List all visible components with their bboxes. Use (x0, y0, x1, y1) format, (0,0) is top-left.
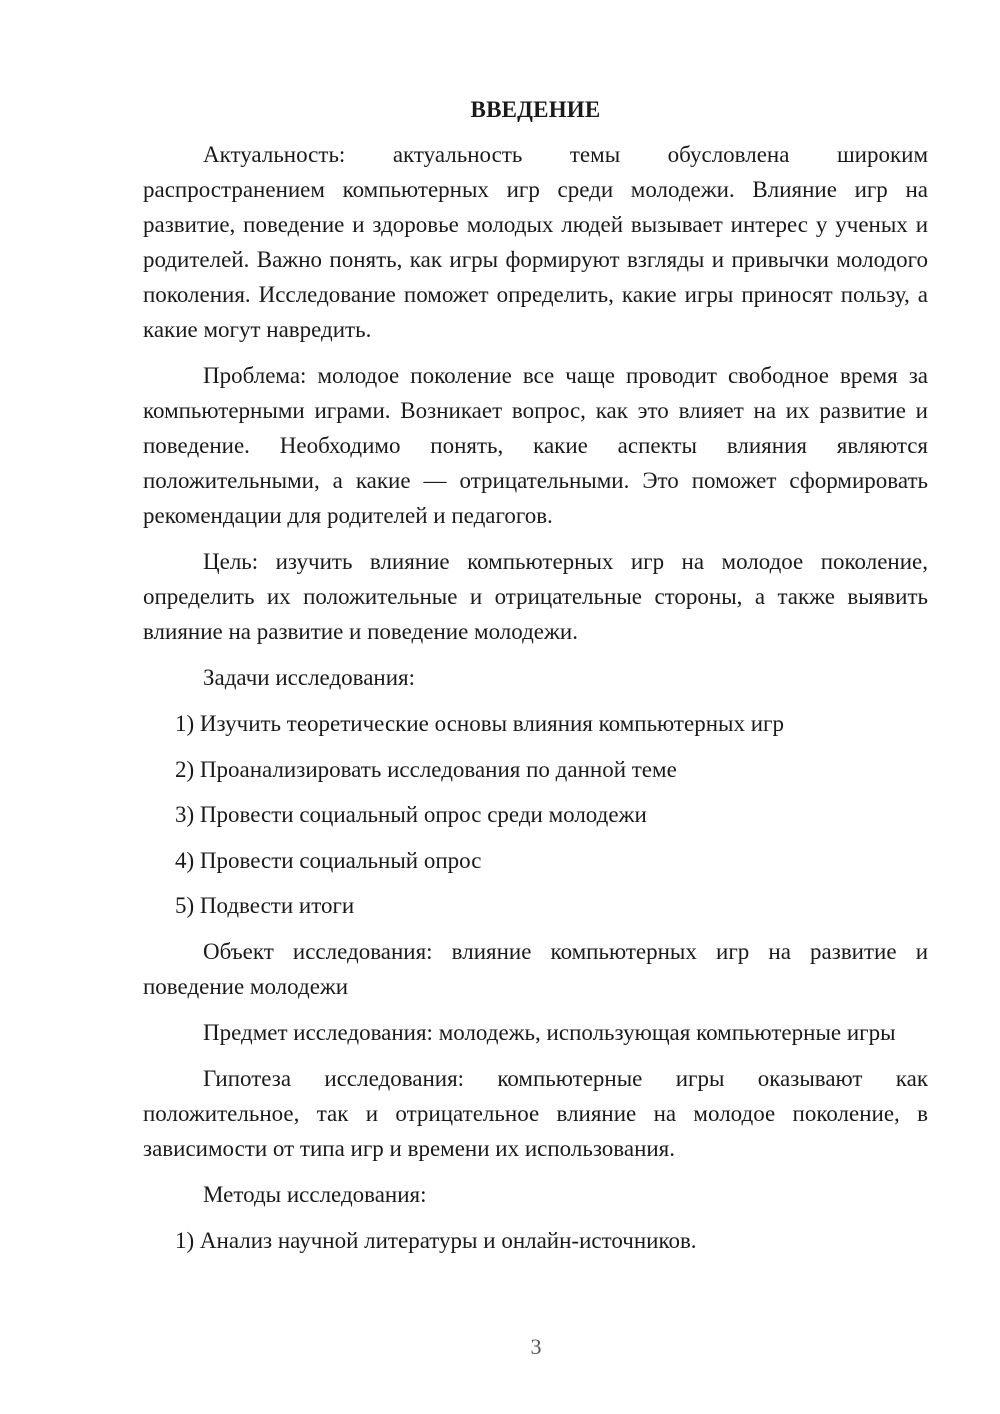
list-item: 3) Провести социальный опрос среди молодежи (175, 802, 647, 827)
list-item: 2) Проанализировать исследования по данной теме (175, 756, 677, 782)
tasks-heading: Задачи исследования: (203, 665, 416, 690)
paragraph-problem: Проблема: молодое поколение все чаще проводит свободное время за компьютерными играми. Возникает вопрос, как это влияет на их развитие и поведение. Необходимо понять, какие аспекты влияния являются положительными, а какие — отрицательными. Это поможет сформировать рекомендации для родителей и педагогов. (143, 363, 928, 528)
paragraph-hypothesis: Гипотеза исследования: компьютерные игры оказывают как положительное, так и отрицательное влияние на молодое поколение, в зависимости от типа игр и времени их использования. (143, 1065, 928, 1161)
paragraph-subject: Предмет исследования: молодежь, использующая компьютерные игры (203, 1019, 896, 1045)
list-item: 1) Анализ научной литературы и онлайн-источников. (175, 1227, 697, 1253)
list-item: 1) Изучить теоретические основы влияния компьютерных игр (175, 711, 784, 736)
tasks-list (143, 706, 928, 923)
page-title: ВВЕДЕНИЕ (470, 97, 601, 122)
methods-list (143, 1223, 928, 1258)
list-item: 5) Подвести итоги (175, 893, 355, 918)
methods-heading: Методы исследования: (203, 1181, 427, 1207)
paragraph-goal: Цель: изучить влияние компьютерных игр на молодое поколение, определить их положительные и отрицательные стороны, а также выявить влияние на развитие и поведение молодежи. (143, 549, 928, 644)
page-content (143, 93, 928, 1268)
list-item: 4) Провести социальный опрос (175, 847, 482, 873)
paragraph-relevance: Актуальность: актуальность темы обусловлена широким распространением компьютерных игр среди молодежи. Влияние игр на развитие, поведение и здоровье молодых людей вызывает интерес у ученых и родителей. Важно понять, как игры формируют взгляды и привычки молодого поколения. Исследование поможет определить, какие игры приносят пользу, а какие могут навредить. (143, 142, 928, 342)
page-number: 3 (530, 1334, 542, 1359)
paragraph-object: Объект исследования: влияние компьютерных игр на развитие и поведение молодежи (143, 938, 928, 999)
